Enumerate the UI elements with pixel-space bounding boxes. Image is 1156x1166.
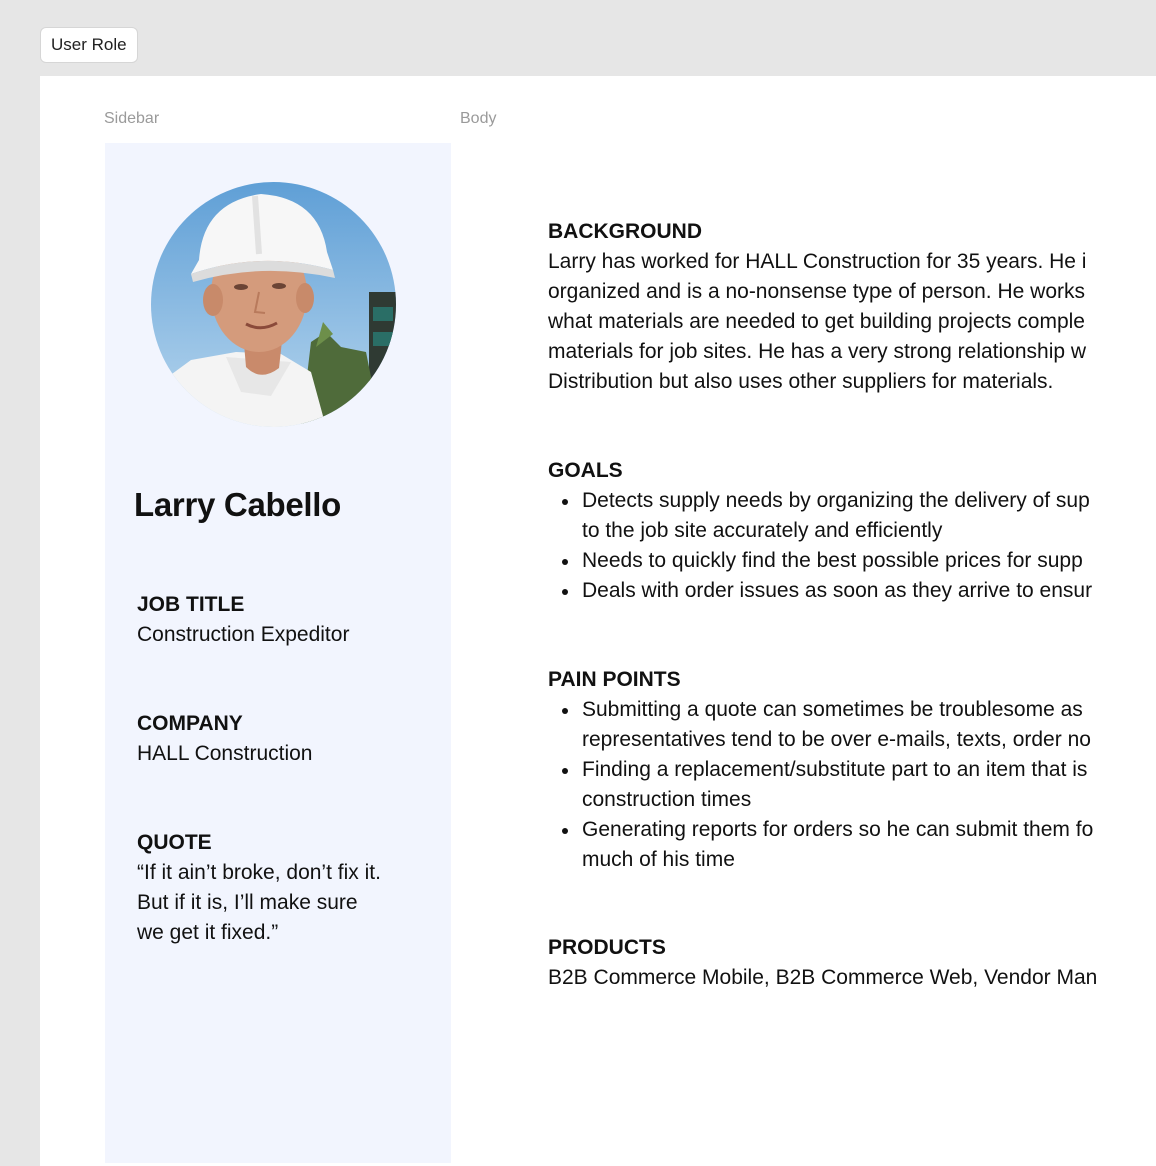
pain-point-line: Generating reports for orders so he can submit them fo (582, 818, 1094, 841)
pain-point-line: Finding a replacement/substitute part to an item that is (582, 758, 1088, 781)
pain-point-line: representatives tend to be over e-mails, texts, order no (582, 728, 1091, 751)
background-line: materials for job sites. He has a very strong relationship w (548, 340, 1087, 363)
list-item (548, 815, 1156, 875)
background-text (548, 247, 1156, 397)
company-value: HALL Construction (137, 742, 313, 765)
pain-points-section (548, 665, 1156, 875)
quote-line: “If it ain’t broke, don’t fix it. (137, 861, 381, 884)
company-heading: COMPANY (137, 712, 243, 735)
list-item (548, 695, 1156, 755)
products-value: B2B Commerce Mobile, B2B Commerce Web, Vendor Man (548, 966, 1098, 989)
job-title-heading: JOB TITLE (137, 593, 245, 616)
background-section (548, 217, 1156, 397)
pain-point-line: much of his time (582, 848, 735, 871)
quote-line: But if it is, I’ll make sure (137, 891, 358, 914)
quote-section (137, 828, 381, 948)
frame-label-button[interactable]: User Role (40, 27, 138, 63)
background-line: Distribution but also uses other suppliers for materials. (548, 370, 1054, 393)
company-section (137, 709, 312, 769)
pain-points-heading: PAIN POINTS (548, 668, 681, 691)
pain-point-line: construction times (582, 788, 752, 811)
quote-heading: QUOTE (137, 831, 212, 854)
background-line: what materials are needed to get building projects comple (548, 310, 1085, 333)
goal-line: Deals with order issues as soon as they arrive to ensur (582, 579, 1093, 602)
pain-point-line: Submitting a quote can sometimes be troublesome as (582, 698, 1083, 721)
products-section (548, 933, 1156, 993)
list-item (548, 755, 1156, 815)
job-title-value: Construction Expeditor (137, 623, 350, 646)
construction-worker-portrait-icon (151, 182, 396, 427)
list-item (548, 486, 1156, 546)
goal-line: Detects supply needs by organizing the delivery of sup (582, 489, 1090, 512)
goal-line: to the job site accurately and efficiently (582, 519, 943, 542)
pain-points-list (548, 695, 1156, 875)
goal-line: Needs to quickly find the best possible prices for supp (582, 549, 1083, 572)
goals-list (548, 486, 1156, 606)
background-heading: BACKGROUND (548, 220, 702, 243)
quote-line: we get it fixed.” (137, 921, 279, 944)
avatar (151, 182, 396, 427)
body-layer-label: Body (460, 110, 497, 127)
list-item (548, 546, 1156, 576)
quote-text (137, 858, 381, 948)
products-heading: PRODUCTS (548, 936, 666, 959)
background-line: organized and is a no-nonsense type of person. He works (548, 280, 1085, 303)
background-line: Larry has worked for HALL Construction for 35 years. He i (548, 250, 1087, 273)
person-name: Larry Cabello (134, 486, 342, 523)
goals-heading: GOALS (548, 459, 623, 482)
list-item (548, 576, 1156, 606)
goals-section (548, 456, 1156, 606)
sidebar-layer-label: Sidebar (104, 110, 160, 127)
job-title-section (137, 590, 349, 650)
